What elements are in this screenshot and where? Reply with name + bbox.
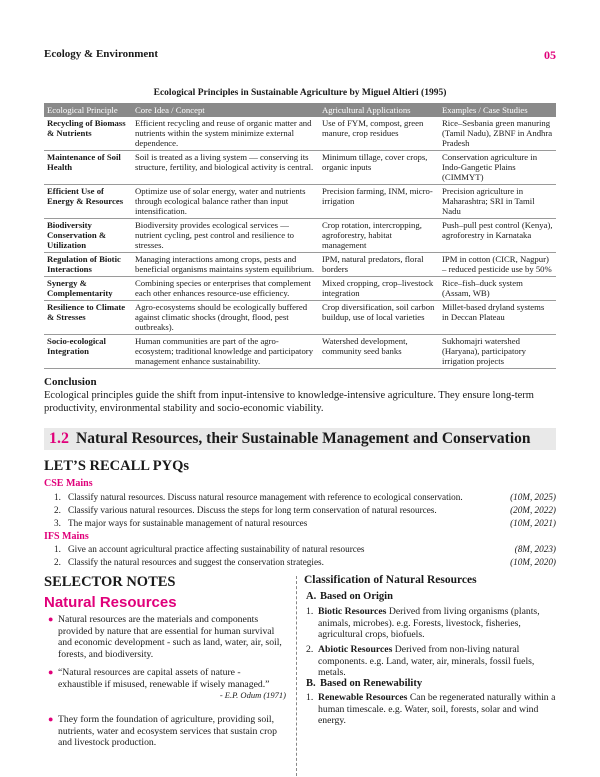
page-number: 05: [544, 48, 556, 62]
principle-cell: Synergy & Complementarity: [44, 277, 132, 301]
pyq-text: Classify various natural resources. Discuss the steps for long term conservation of natural resources.: [68, 505, 437, 515]
column-header: Core Idea / Concept: [132, 103, 319, 117]
pyq-number: 1.: [54, 544, 61, 554]
table-caption: Ecological Principles in Sustainable Agriculture by Miguel Altieri (1995): [153, 88, 447, 98]
application-cell: Watershed development, community seed banks: [319, 335, 439, 369]
classification-group-heading: [306, 678, 422, 689]
example-cell: Push–pull pest control (Kenya), agroforestry in Karnataka: [439, 219, 556, 253]
classification-heading: Classification of Natural Resources: [304, 574, 477, 586]
group-letter: B.: [306, 678, 316, 689]
pyq-item: [54, 505, 556, 517]
application-cell: IPM, natural predators, floral borders: [319, 253, 439, 277]
pyq-marks: (10M, 2025): [510, 492, 556, 502]
classification-group-heading: [306, 591, 393, 602]
principle-cell: Resilience to Climate & Stresses: [44, 301, 132, 335]
table-row: [44, 219, 556, 253]
pyq-text: The major ways for sustainable management of natural resources: [68, 518, 308, 528]
pyq-marks: (8M, 2023): [514, 544, 556, 554]
natural-resources-heading: Natural Resources: [44, 594, 177, 611]
classification-item: [306, 692, 556, 727]
application-cell: Crop diversification, soil carbon buildup, use of local varieties: [319, 301, 439, 335]
column-header: Agricultural Applications: [319, 103, 439, 117]
note-bullet: [48, 714, 286, 749]
table-row: [44, 253, 556, 277]
bullet-icon: ●: [48, 714, 54, 724]
table-row: [44, 185, 556, 219]
selector-notes-heading: SELECTOR NOTES: [44, 574, 176, 590]
item-number: 1.: [306, 692, 314, 703]
concept-cell: Human communities are part of the agro-ecosystem; traditional knowledge and participatory management enhance sustainability.: [132, 335, 319, 369]
table-body: [44, 117, 556, 369]
note-bullet: [48, 614, 286, 660]
section-heading-bar: [44, 428, 556, 450]
pyq-item: [54, 518, 556, 530]
pyq-number: 2.: [54, 557, 61, 567]
principle-cell: Efficient Use of Energy & Resources: [44, 185, 132, 219]
example-cell: Conservation agriculture in Indo-Gangetic Plains (CIMMYT): [439, 151, 556, 185]
application-cell: Mixed cropping, crop–livestock integration: [319, 277, 439, 301]
table-row: [44, 117, 556, 151]
application-cell: Crop rotation, intercropping, agroforestry, habitat management: [319, 219, 439, 253]
classification-item: [306, 606, 556, 641]
group-letter: A.: [306, 591, 317, 602]
recall-heading: LET’S RECALL PYQs: [44, 458, 190, 474]
item-text: Derived from non-living natural components. e.g. Land, water, air, minerals, fossil fuels, metals.: [318, 644, 535, 678]
running-header: [44, 48, 556, 62]
application-cell: Use of FYM, compost, green manure, crop residues: [319, 117, 439, 151]
pyq-text: Give an account agricultural practice affecting sustainability of natural resources: [68, 544, 365, 554]
pyq-number: 3.: [54, 518, 61, 528]
example-cell: Rice–Sesbania green manuring (Tamil Nadu), ZBNF in Andhra Pradesh: [439, 117, 556, 151]
concept-cell: Agro-ecosystems should be ecologically buffered against climatic shocks (drought, flood, pest outbreaks).: [132, 301, 319, 335]
concept-cell: Optimize use of solar energy, water and nutrients through ecological balance rather than input intensification.: [132, 185, 319, 219]
concept-cell: Soil is treated as a living system — conserving its structure, fertility, and biological activity is central.: [132, 151, 319, 185]
principle-cell: Maintenance of Soil Health: [44, 151, 132, 185]
concept-cell: Combining species or enterprises that complement each other enhances resource-use efficiency.: [132, 277, 319, 301]
table-header-row: [44, 103, 556, 117]
classification-item: [306, 644, 556, 679]
note-text: Natural resources are the materials and components provided by nature that are essential for human survival and economic development - such as land, water, air, soil, forests, and biodiversity.: [58, 614, 282, 660]
conclusion-text: Ecological principles guide the shift from input-intensive to knowledge-intensive agriculture. They ensure long-term productivity, environmental stability and socio-economic viability.: [44, 390, 534, 414]
column-divider: [296, 576, 297, 776]
example-cell: Millet-based dryland systems in Deccan Plateau: [439, 301, 556, 335]
table-row: [44, 335, 556, 369]
item-term: Renewable Resources: [318, 692, 408, 703]
item-term: Biotic Resources: [318, 606, 387, 617]
book-title: Ecology & Environment: [44, 48, 159, 60]
pyq-item: [54, 557, 556, 569]
pyq-item: [54, 544, 556, 556]
section-number: 1.2: [49, 430, 69, 447]
exam-label-ifs: IFS Mains: [44, 531, 89, 542]
note-text: They form the foundation of agriculture, providing soil, nutrients, water and ecosystem services that sustain crop and livestock production.: [58, 714, 277, 748]
example-cell: Rice–fish–duck system (Assam, WB): [439, 277, 556, 301]
pyq-marks: (20M, 2022): [510, 505, 556, 515]
pyq-text: Classify natural resources. Discuss natural resource management with reference to ecological conservation.: [68, 492, 463, 502]
quote-attribution: - E.P. Odum (1971): [219, 689, 286, 700]
table-row: [44, 301, 556, 335]
pyq-number: 2.: [54, 505, 61, 515]
pyq-text: Classify the natural resources and suggest the conservation strategies.: [68, 557, 324, 567]
application-cell: Minimum tillage, cover crops, organic inputs: [319, 151, 439, 185]
example-cell: Precision agriculture in Maharashtra; SRI in Tamil Nadu: [439, 185, 556, 219]
quote-text: “Natural resources are capital assets of nature - exhaustible if misused, renewable if wisely managed.”: [58, 667, 270, 690]
concept-cell: Efficient recycling and reuse of organic matter and nutrients within the system minimize external dependence.: [132, 117, 319, 151]
example-cell: Sukhomajri watershed (Haryana), participatory irrigation projects: [439, 335, 556, 369]
section-title: Natural Resources, their Sustainable Management and Conservation: [76, 430, 531, 447]
principle-cell: Biodiversity Conservation & Utilization: [44, 219, 132, 253]
item-text: Can be regenerated naturally within a human timescale. e.g. Water, soil, forests, solar and wind energy.: [318, 692, 556, 726]
application-cell: Precision farming, INM, micro-irrigation: [319, 185, 439, 219]
item-number: 2.: [306, 644, 314, 655]
group-title: Based on Origin: [320, 591, 393, 602]
note-bullet: [48, 667, 286, 700]
concept-cell: Biodiversity provides ecological services — nutrient cycling, pest control and resilience to stresses.: [132, 219, 319, 253]
example-cell: IPM in cotton (CICR, Nagpur) – reduced pesticide use by 50%: [439, 253, 556, 277]
table-row: [44, 277, 556, 301]
bullet-icon: ●: [48, 667, 54, 677]
table-row: [44, 151, 556, 185]
pyq-marks: (10M, 2021): [510, 518, 556, 528]
concept-cell: Managing interactions among crops, pests and beneficial organisms maintains system equilibrium.: [132, 253, 319, 277]
pyq-item: [54, 492, 556, 504]
principle-cell: Socio-ecological Integration: [44, 335, 132, 369]
principle-cell: Regulation of Biotic Interactions: [44, 253, 132, 277]
item-term: Abiotic Resources: [318, 644, 393, 655]
item-number: 1.: [306, 606, 314, 617]
pyq-marks: (10M, 2020): [510, 557, 556, 567]
group-title: Based on Renewability: [320, 678, 423, 689]
item-text: Derived from living organisms (plants, animals, microbes). e.g. Forests, livestock, fisheries, agricultural crops, biofuels.: [318, 606, 540, 640]
principle-cell: Recycling of Biomass & Nutrients: [44, 117, 132, 151]
exam-label-cse: CSE Mains: [44, 478, 93, 489]
column-header: Ecological Principle: [44, 103, 132, 117]
conclusion-heading: Conclusion: [44, 376, 97, 388]
bullet-icon: ●: [48, 614, 54, 624]
pyq-number: 1.: [54, 492, 61, 502]
principles-table: [44, 103, 556, 369]
column-header: Examples / Case Studies: [439, 103, 556, 117]
